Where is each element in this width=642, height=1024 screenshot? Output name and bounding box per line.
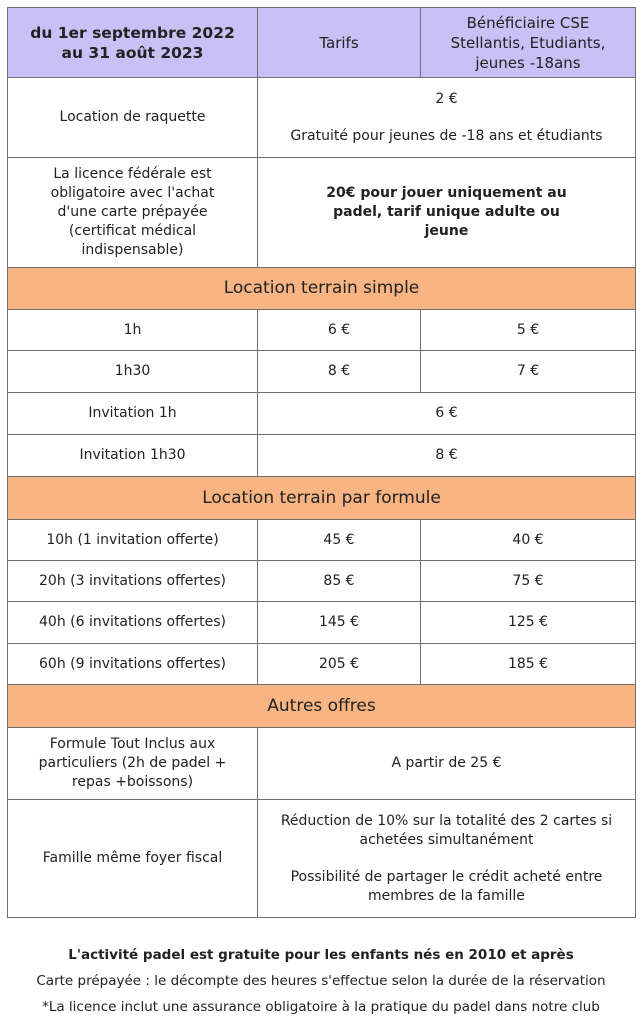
table-row <box>8 602 636 644</box>
raquette-price: 2 € <box>435 90 458 107</box>
section-formule <box>8 477 636 520</box>
row-label: Invitation 1h30 <box>8 435 258 477</box>
row-tarif: 6 € <box>258 310 421 351</box>
table-row <box>8 561 636 602</box>
row-label: 20h (3 invitations offertes) <box>8 561 258 602</box>
row-price: 6 € <box>258 393 636 435</box>
licence-row <box>8 158 636 268</box>
section-autres-title: Autres offres <box>8 685 636 728</box>
famille-partage: Possibilité de partager le crédit acheté entre membres de la famille <box>290 868 603 904</box>
famille-reduction: Réduction de 10% sur la totalité des 2 cartes si achetées simultanément <box>280 812 613 848</box>
table-row <box>8 310 636 351</box>
row-benef: 125 € <box>421 602 636 644</box>
header-period: du 1er septembre 2022 au 31 août 2023 <box>8 8 258 78</box>
section-simple-title: Location terrain simple <box>8 268 636 310</box>
row-tarif: 205 € <box>258 644 421 685</box>
raquette-note: Gratuité pour jeunes de -18 ans et étudiants <box>290 127 603 144</box>
table-row <box>8 644 636 685</box>
row-label: 40h (6 invitations offertes) <box>8 602 258 644</box>
row-label: 1h <box>8 310 258 351</box>
section-autres <box>8 685 636 728</box>
note-licence: *La licence inclut une assurance obligatoire à la pratique du padel dans notre club <box>42 999 600 1015</box>
row-tarif: 85 € <box>258 561 421 602</box>
row-tarif: 45 € <box>258 520 421 561</box>
note-carte-prepayee: Carte prépayée : le décompte des heures s'effectue selon la durée de la réservation <box>36 973 606 989</box>
famille-row <box>8 800 636 918</box>
famille-label: Famille même foyer fiscal <box>8 800 258 918</box>
row-tarif: 145 € <box>258 602 421 644</box>
tout-inclus-label: Formule Tout Inclus aux particuliers (2h de padel + repas +boissons) <box>8 728 258 800</box>
header-tarifs: Tarifs <box>258 8 421 78</box>
row-label: 10h (1 invitation offerte) <box>8 520 258 561</box>
table-row <box>8 351 636 393</box>
raquette-value <box>258 78 636 158</box>
row-price: 8 € <box>258 435 636 477</box>
licence-value: 20€ pour jouer uniquement au padel, tarif unique adulte ou jeune <box>258 158 636 268</box>
tarifs-table <box>7 7 636 918</box>
footer-notes <box>0 942 642 1020</box>
row-label: 1h30 <box>8 351 258 393</box>
header-beneficiaire: Bénéficiaire CSE Stellantis, Etudiants, jeunes -18ans <box>421 8 636 78</box>
header-row <box>8 8 636 78</box>
row-label: 60h (9 invitations offertes) <box>8 644 258 685</box>
row-benef: 7 € <box>421 351 636 393</box>
table-row <box>8 393 636 435</box>
row-benef: 5 € <box>421 310 636 351</box>
famille-value <box>258 800 636 918</box>
row-benef: 40 € <box>421 520 636 561</box>
section-formule-title: Location terrain par formule <box>8 477 636 520</box>
tout-inclus-value: A partir de 25 € <box>258 728 636 800</box>
row-tarif: 8 € <box>258 351 421 393</box>
tout-inclus-row <box>8 728 636 800</box>
raquette-row <box>8 78 636 158</box>
table-row <box>8 435 636 477</box>
row-benef: 185 € <box>421 644 636 685</box>
row-label: Invitation 1h <box>8 393 258 435</box>
row-benef: 75 € <box>421 561 636 602</box>
table-row <box>8 520 636 561</box>
note-gratuite: L'activité padel est gratuite pour les enfants nés en 2010 et après <box>68 947 574 963</box>
raquette-label: Location de raquette <box>8 78 258 158</box>
licence-label: La licence fédérale est obligatoire avec l'achat d'une carte prépayée (certificat médical indispensable) <box>8 158 258 268</box>
section-simple <box>8 268 636 310</box>
